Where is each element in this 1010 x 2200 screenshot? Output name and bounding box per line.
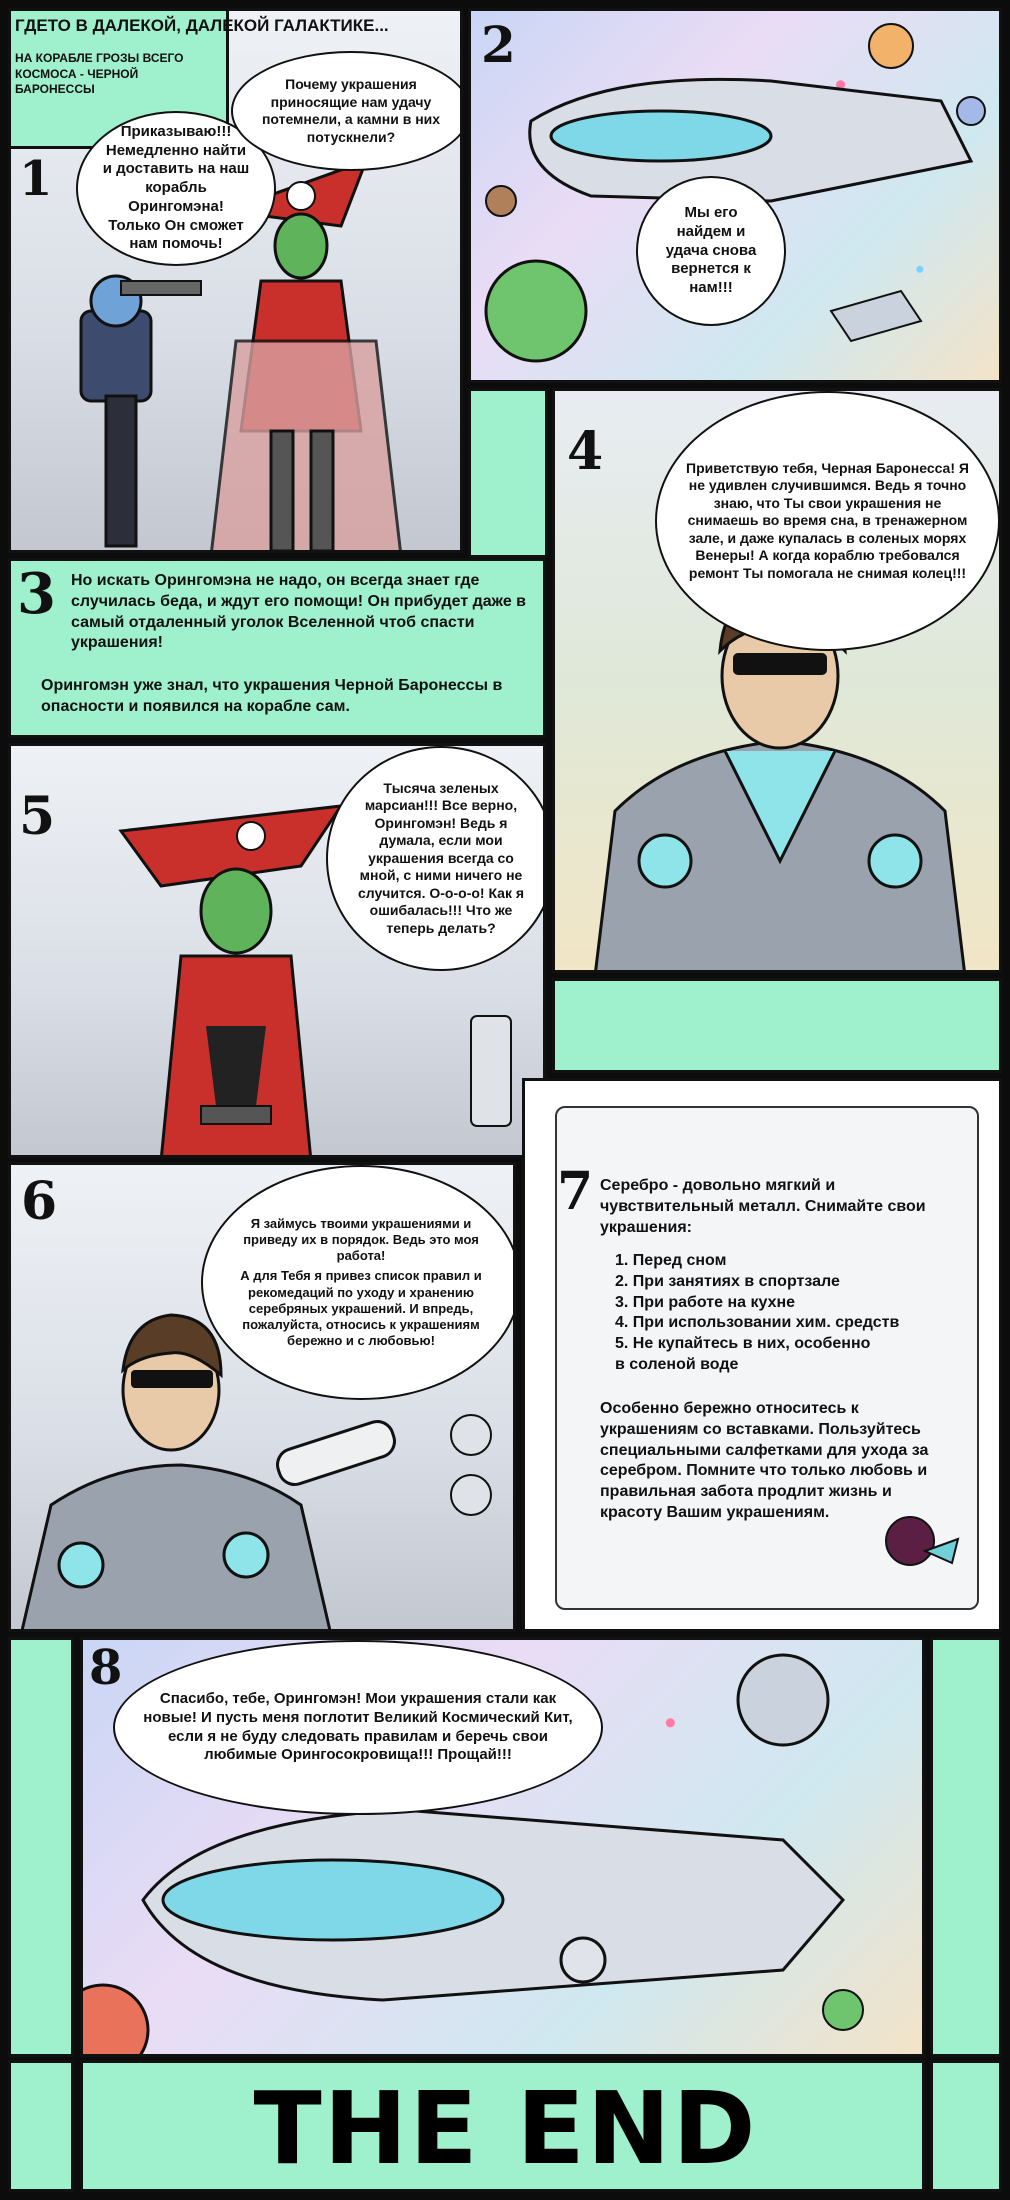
mint-filler: [930, 2060, 1002, 2192]
panel-1: [8, 8, 463, 553]
panel-number: 7: [557, 1161, 594, 1222]
wax-seal-icon: [880, 1511, 960, 1581]
rule-item: 5. Не купайтесь в них, особенно в соленой воде: [615, 1335, 871, 1373]
rule-item: 3. При работе на кухне: [615, 1293, 796, 1311]
rules-intro: Серебро - довольно мягкий и чувствительный металл. Снимайте свои украшения:: [600, 1177, 926, 1236]
intro-title: ГДЕТО В ДАЛЕКОЙ, ДАЛЕКОЙ ГАЛАКТИКЕ...: [15, 16, 389, 35]
speech-bubble-question: Почему украшения приносящие нам удачу потемнели, а камни в них потускнели?: [231, 51, 463, 171]
panel-number: 5: [19, 786, 56, 847]
speech-bubble-order: Приказываю!!! Немедленно найти и доставить на наш корабль Орингомэна! Только Он сможет нам помочь!: [76, 111, 276, 266]
panel-2: [468, 8, 1002, 383]
panel-5: [8, 743, 546, 1158]
rule-item: 1. Перед сном: [615, 1252, 727, 1269]
panel-7: [522, 1078, 1002, 1632]
panel-number: 8: [89, 1640, 123, 1696]
panel-number: 2: [481, 15, 516, 74]
rule-item: 2. При занятиях в спортзале: [615, 1272, 840, 1290]
panel-number: 6: [21, 1171, 58, 1232]
narration-text: Орингомэн уже знал, что украшения Черной Баронессы в опасности и появился на корабле сам.: [41, 677, 503, 715]
bubble-line: А для Тебя я привез список правил и рекомедаций по уходу и хранению серебряных украшений. И впредь, пожалуйста, относись к украшениям бережно и с любовью!: [240, 1268, 482, 1349]
rules-list: [615, 1251, 945, 1376]
panel-number: 3: [17, 561, 56, 627]
panel-number: 1: [19, 151, 53, 207]
speech-bubble-care: [201, 1165, 516, 1400]
the-end-text: THE END: [253, 2070, 758, 2187]
mint-filler: [930, 1637, 1002, 2057]
panel-3: [8, 558, 546, 738]
panel-number: 4: [567, 421, 604, 482]
mint-filler: [552, 978, 1002, 1073]
panel-8: [80, 1637, 925, 2057]
speech-bubble-promise: Мы его найдем и удача снова вернется к нам!!!: [636, 176, 786, 326]
rule-item: 4. При использовании хим. средств: [615, 1314, 900, 1332]
narration-text: Но искать Орингомэна не надо, он всегда знает где случилась беда, и ждут его помощи! Он прибудет даже в самый отдаленный уголок Вселенной чтоб спасти украшения!: [71, 572, 526, 652]
speech-bubble-exclamation: Тысяча зеленых марсиан!!! Все верно, Орингомэн! Ведь я думала, если мои украшения всегда со мной, с ними ничего не случится. О-о-о-о! Как я ошибалась!!! Что же теперь делать?: [326, 746, 546, 971]
bubble-line: Я займусь твоими украшениями и приведу их в порядок. Ведь это моя работа!: [243, 1215, 479, 1263]
mint-filler: [468, 388, 548, 558]
panel-4: [552, 388, 1002, 973]
speech-bubble-greeting: Приветствую тебя, Черная Баронесса! Я не удивлен случившимся. Ведь я точно знаю, что Ты свои украшения не снимаешь во время сна, в тренажерном зале, и даже купалась в соленых морях Венеры! А когда кораблю требовался ремонт Ты помогала не снимая колец!!!: [655, 391, 1000, 651]
the-end-banner: [80, 2060, 925, 2192]
mint-filler: [8, 2060, 74, 2192]
speech-bubble-farewell: Спасибо, тебе, Орингомэн! Мои украшения стали как новые! И пусть меня поглотит Великий Космический Кит, если я не буду следовать правилам и беречь свои любимые Орингосокровища!!! Прощай!!!: [113, 1640, 603, 1815]
rules-outro: Особенно бережно относитесь к украшениям со вставками. Пользуйтесь специальными салфетками для ухода за серебром. Помните что только любовь и правильная забота продлит жизнь и красоту Вашим украшениям.: [600, 1400, 929, 1521]
intro-subtitle: НА КОРАБЛЕ ГРОЗЫ ВСЕГО КОСМОСА - ЧЕРНОЙ БАРОНЕССЫ: [15, 51, 184, 97]
panel-6: [8, 1162, 516, 1632]
henchman-figure: [81, 276, 201, 546]
mint-filler: [8, 1637, 74, 2057]
